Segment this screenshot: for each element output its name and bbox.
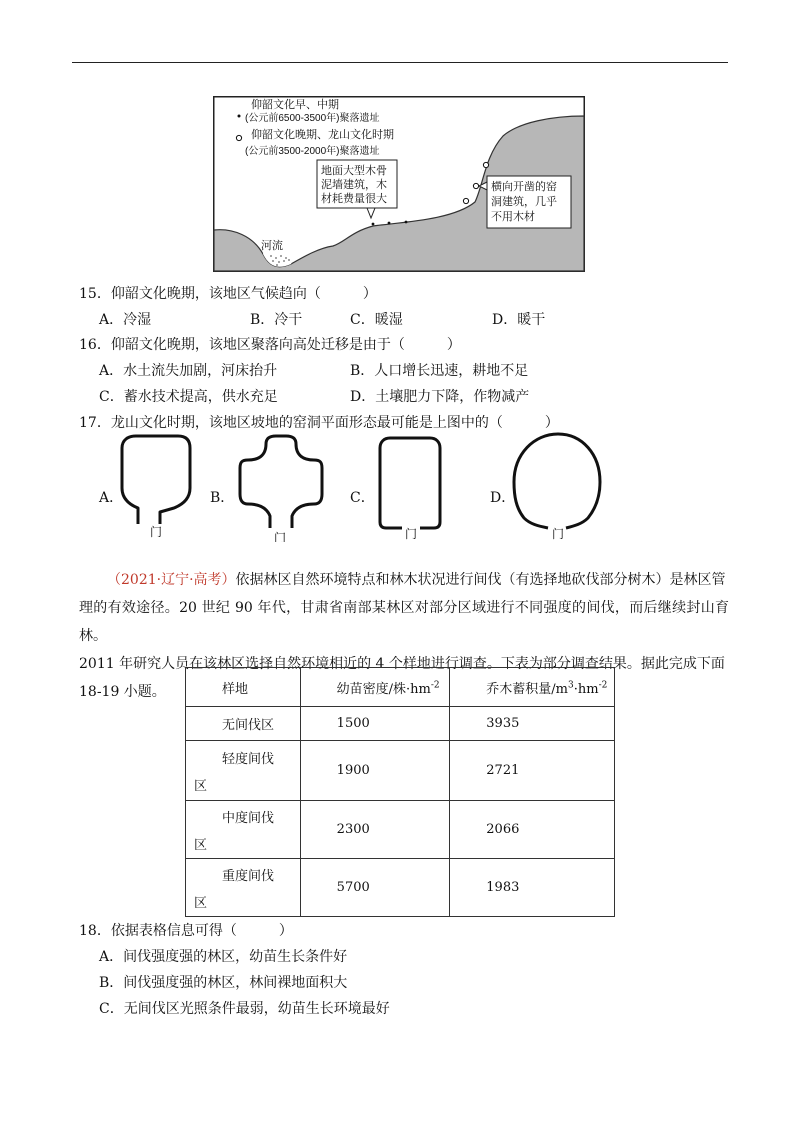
door-label-c: 门 [405, 527, 418, 541]
q17-option-a[interactable]: A． [99, 490, 124, 506]
svg-text:不用木材: 不用木材 [491, 211, 535, 223]
table-header-row [186, 668, 615, 707]
legend-late-period: (公元前3500-2000年)聚落遗址 [245, 146, 380, 157]
q17-stem: 17．龙山文化时期，该地区坡地的窑洞平面形态最可能是上图中的（ ） [79, 415, 559, 431]
q15-option-b[interactable]: B．冷干 [250, 312, 303, 328]
passage-line-1: 依据林区自然环境特点和林木状况进行间伐（有选择地砍伐部分树木）是林区管 [235, 572, 726, 588]
river-label: 河流 [261, 240, 283, 252]
table-row: 无间伐区 1500 3935 [186, 707, 615, 741]
legend-early-title: 仰韶文化早、中期 [251, 99, 339, 111]
legend-late-title: 仰韶文化晚期、龙山文化时期 [251, 129, 394, 141]
q16-stem: 16．仰韶文化晚期，该地区聚落向高处迁移是由于（ ） [79, 337, 461, 353]
table-header-tree-volume: 乔木蓄积量$/m^3\cdot hm^{-2}$ [450, 668, 615, 707]
q18-option-a[interactable]: A．间伐强度强的林区，幼苗生长条件好 [99, 949, 348, 965]
survey-table [185, 667, 615, 917]
passage-line-4: 18-19 小题。 [79, 684, 166, 700]
svg-text:泥墙建筑，木: 泥墙建筑，木 [321, 179, 387, 191]
cave-shape-b [236, 432, 326, 542]
door-label-d: 门 [552, 527, 565, 541]
source-tag[interactable]: （2021·辽宁·高考） [107, 572, 236, 588]
svg-text:材耗费量很大: 材耗费量很大 [321, 193, 387, 205]
door-label-a: 门 [150, 525, 163, 539]
late-settlement-legend-circle [236, 135, 241, 140]
early-settlement-legend-dot [238, 115, 241, 118]
table-row: 轻度间伐 区 1900 2721 [186, 741, 615, 801]
svg-text:地面大型木骨: 地面大型木骨 [321, 165, 387, 177]
q15-option-d[interactable]: D．暖干 [492, 312, 546, 328]
q15-option-a[interactable]: A．冷湿 [99, 312, 152, 328]
table-row: 中度间伐 区 2300 2066 [186, 801, 615, 859]
settlement-cross-section-figure [213, 96, 585, 272]
q17-option-d[interactable]: D． [490, 490, 516, 506]
q17-option-b[interactable]: B． [210, 490, 235, 506]
cave-shape-c [374, 432, 444, 542]
q16-option-b[interactable]: B．人口增长迅速，耕地不足 [350, 363, 529, 379]
q16-option-c[interactable]: C．蓄水技术提高，供水充足 [99, 389, 278, 405]
q15-stem: 15．仰韶文化晚期，该地区气候趋向（ ） [79, 286, 377, 302]
passage-line-3: 2011 年研究人员在该林区选择自然环境相近的 4 个样地进行调查。下表为部分调查结果。据此完成下面 [79, 656, 725, 672]
q18-option-b[interactable]: B．间伐强度强的林区，林间裸地面积大 [99, 975, 348, 991]
q15-option-c[interactable]: C．暖湿 [350, 312, 403, 328]
table-header-plot: 样地 [186, 668, 301, 707]
cave-shape-a [116, 432, 196, 542]
passage-line-2: 理的有效途径。20 世纪 90 年代，甘肃省南部某林区对部分区域进行不同强度的间伐，而后继续封山育林。 [79, 600, 729, 644]
svg-text:洞建筑，几乎: 洞建筑，几乎 [491, 196, 557, 208]
door-label-b: 门 [274, 531, 287, 542]
q16-option-d[interactable]: D．土壤肥力下降，作物减产 [350, 389, 530, 405]
q17-option-c[interactable]: C． [350, 490, 375, 506]
cave-shape-d [512, 432, 602, 542]
q16-option-a[interactable]: A．水土流失加剧，河床抬升 [99, 363, 278, 379]
header-rule [72, 62, 728, 63]
legend-early-period: (公元前6500-3500年)聚落遗址 [245, 113, 380, 124]
table-row: 重度间伐 区 5700 1983 [186, 859, 615, 917]
table-header-seedling-density: 幼苗密度/株$\cdot hm^{-2}$ [300, 668, 450, 707]
q18-stem: 18．依据表格信息可得（ ） [79, 923, 293, 939]
q18-option-c[interactable]: C．无间伐区光照条件最弱，幼苗生长环境最好 [99, 1001, 390, 1017]
svg-text:横向开凿的窑: 横向开凿的窑 [491, 181, 557, 193]
